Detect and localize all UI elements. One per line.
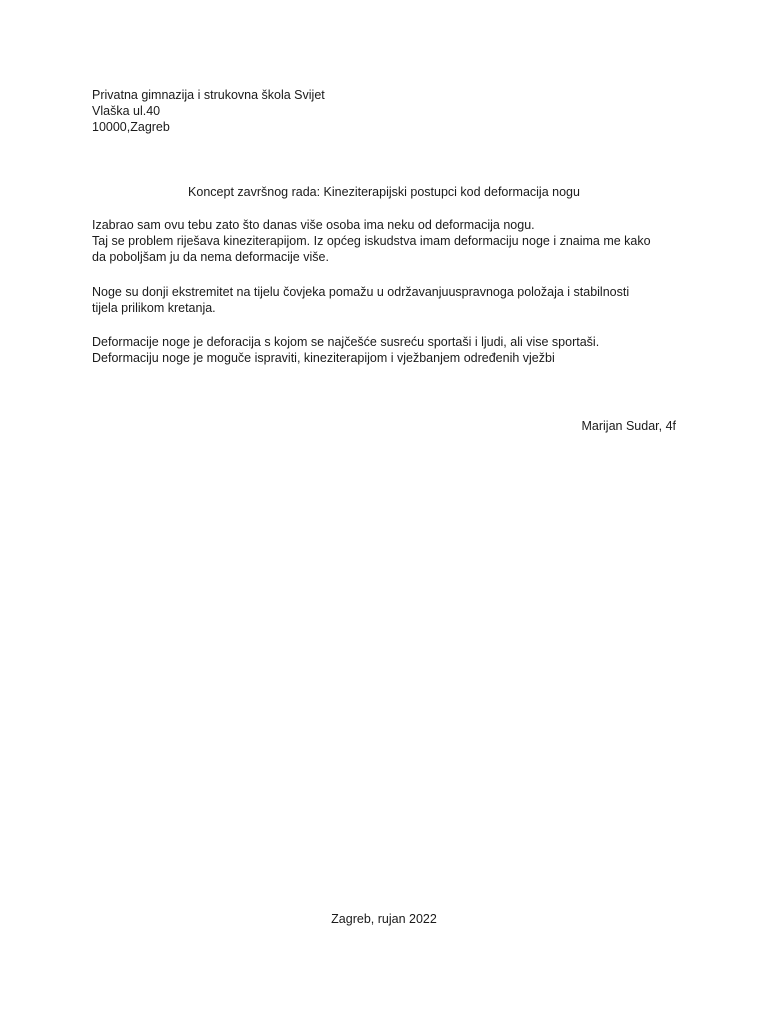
- author-signature: Marijan Sudar, 4f: [581, 419, 676, 433]
- school-street: Vlaška ul.40: [92, 104, 161, 118]
- paragraph-line: Deformaciju noge je moguče ispraviti, kineziterapijom i vježbanjem određenih vježbi: [92, 351, 555, 365]
- paragraph-line: da poboljšam ju da nema deformacije više.: [92, 250, 329, 264]
- paragraph-line: Izabrao sam ovu tebu zato što danas više osoba ima neku od deformacija nogu.: [92, 218, 535, 232]
- school-city: 10000,Zagreb: [92, 120, 170, 134]
- paragraph-line: Deformacije noge je deforacija s kojom se najčešće susreću sportaši i ljudi, ali vise sportaši.: [92, 335, 600, 349]
- paragraph-line: Noge su donji ekstremitet na tijelu čovjeka pomažu u održavanjuuspravnoga položaja i stabilnosti: [92, 285, 630, 299]
- school-name: Privatna gimnazija i strukovna škola Svijet: [92, 88, 325, 102]
- document-title: Koncept završnog rada: Kineziterapijski postupci kod deformacija nogu: [188, 185, 580, 199]
- paragraph-line: Taj se problem riješava kineziterapijom. Iz općeg iskudstva imam deformaciju noge i znaima me kako: [92, 234, 651, 248]
- paragraph-definition: [92, 284, 677, 316]
- place-date-footer: Zagreb, rujan 2022: [331, 912, 437, 926]
- paragraph-deformation: [92, 334, 677, 366]
- school-address-block: [92, 87, 325, 135]
- paragraph-line: tijela prilikom kretanja.: [92, 301, 216, 315]
- paragraph-intro: [92, 217, 677, 265]
